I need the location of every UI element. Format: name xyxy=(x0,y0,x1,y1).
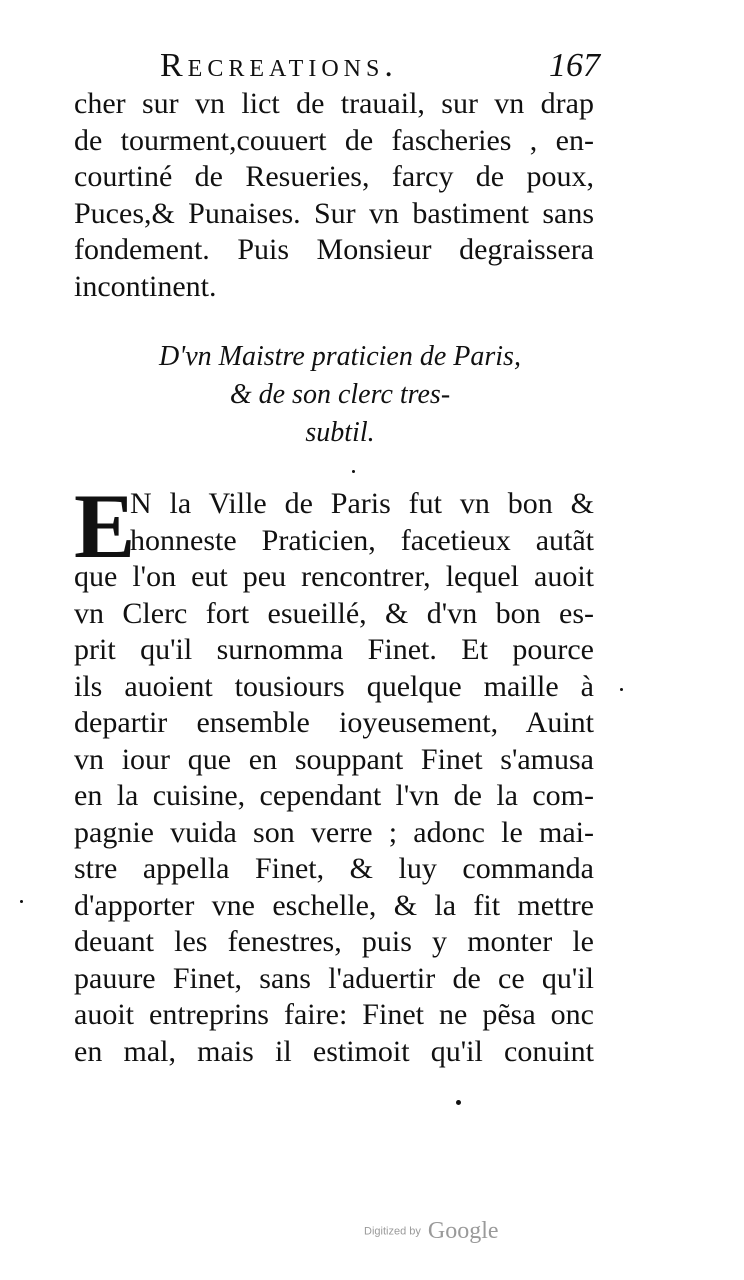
running-title: Recreations. xyxy=(160,47,398,84)
continued-paragraph xyxy=(74,86,594,305)
text-line: Puces,& Punaises. Sur vn bastiment sans xyxy=(74,196,594,230)
google-logo: Google xyxy=(427,1218,499,1244)
text-line: cher sur vn lict de trauail, sur vn drap xyxy=(74,87,594,120)
page-number: 167 xyxy=(549,47,600,84)
digitized-by-google-watermark xyxy=(364,1218,499,1248)
text-line: deuant les fenestres, puis y monter le xyxy=(74,925,594,958)
body-paragraph xyxy=(74,475,594,1070)
ink-speck xyxy=(352,470,355,473)
text-line: auoit entreprins faire: Finet ne pẽsa onc xyxy=(74,998,594,1031)
text-line: pauure Finet, sans l'aduertir de ce qu'il xyxy=(74,961,594,995)
text-line: N la Ville de Paris fut vn bon & xyxy=(130,487,594,520)
drop-cap: E xyxy=(74,475,136,577)
text-line: ils auoient tousiours quelque maille à xyxy=(74,669,594,703)
text-line: incontinent. xyxy=(74,269,217,303)
text-line: stre appella Finet, & luy commanda xyxy=(74,852,594,885)
ink-speck xyxy=(620,688,623,691)
text-line: que l'on eut peu rencontrer, lequel auoit xyxy=(74,560,594,593)
text-line: courtiné de Resueries, farcy de poux, xyxy=(74,160,594,193)
ink-speck xyxy=(20,900,23,903)
running-head xyxy=(160,46,600,86)
text-line: pagnie vuida son verre ; adonc le mai- xyxy=(74,815,594,849)
text-line: honneste Praticien, facetieux autãt xyxy=(130,523,594,557)
text-line: vn iour que en souppant Finet s'amusa xyxy=(74,742,594,776)
chapter-heading xyxy=(90,338,590,452)
text-line: de tourment,couuert de fascheries , en- xyxy=(74,123,594,157)
text-line: departir ensemble ioyeusement, Auint xyxy=(74,706,594,739)
heading-line: subtil. xyxy=(305,417,375,448)
ink-speck xyxy=(456,1100,461,1105)
text-line: fondement. Puis Monsieur degraissera xyxy=(74,233,594,266)
heading-line: & de son clerc tres- xyxy=(229,379,451,410)
text-line: vn Clerc fort esueillé, & d'vn bon es- xyxy=(74,596,594,630)
heading-line: D'vn Maistre praticien de Paris, xyxy=(159,341,521,372)
text-line: en mal, mais il estimoit qu'il conuint xyxy=(74,1034,594,1068)
text-line: d'apporter vne eschelle, & la fit mettre xyxy=(74,888,594,922)
text-line: prit qu'il surnomma Finet. Et pource xyxy=(74,633,594,666)
digitized-by-label: Digitized by xyxy=(364,1225,421,1238)
text-line: en la cuisine, cependant l'vn de la com- xyxy=(74,779,594,812)
